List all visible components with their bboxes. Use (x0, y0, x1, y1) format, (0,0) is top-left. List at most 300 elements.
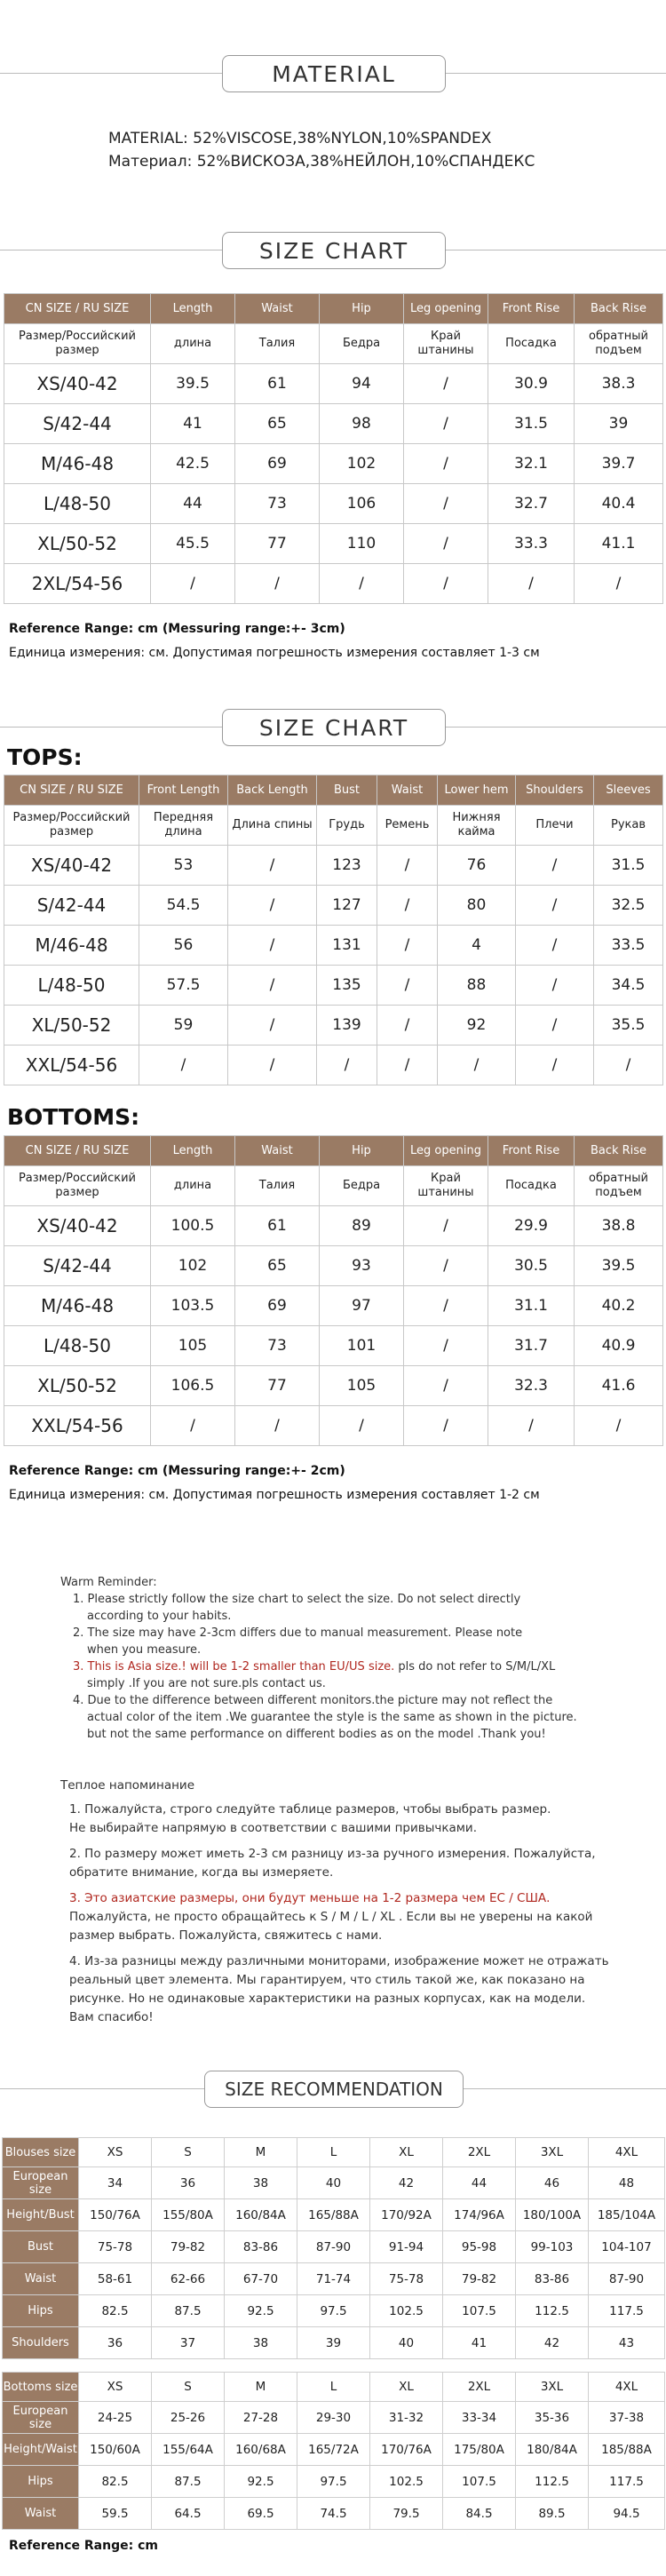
warm-item: according to your habits. (87, 1610, 232, 1623)
table-cell: 62-66 (152, 2263, 225, 2295)
reference-note-ru: Единица измерения: см. Допустимая погрешность измерения составляет 1-3 см (9, 646, 540, 660)
bottoms-recommendation-table (2, 2372, 665, 2530)
table-cell: 92 (438, 1006, 516, 1046)
table-cell: 44 (151, 484, 235, 524)
table-cell: 74.5 (297, 2498, 370, 2530)
table-cell: XL (370, 2373, 443, 2402)
table-cell: 39.5 (575, 1246, 663, 1286)
table-cell: Бедра (320, 1166, 404, 1206)
table-row (4, 846, 663, 886)
table-cell: 117.5 (589, 2466, 665, 2498)
table-cell: Длина спины (228, 806, 317, 846)
table-cell: 170/76A (370, 2434, 443, 2466)
table-header-row (4, 1136, 663, 1166)
table-cell: 25-26 (152, 2402, 225, 2434)
table-cell: 33-34 (443, 2402, 516, 2434)
table-row (4, 1406, 663, 1446)
table-cell: / (228, 846, 317, 886)
table-cell: CN SIZE / RU SIZE (4, 1136, 151, 1166)
table-cell: / (404, 1366, 488, 1406)
table-cell: / (516, 926, 594, 966)
table-cell: Посадка (488, 324, 575, 364)
table-cell: 180/100A (516, 2199, 589, 2231)
table-cell: 40.9 (575, 1326, 663, 1366)
table-cell: 34 (79, 2167, 152, 2199)
row-label: European size (3, 2167, 79, 2199)
table-cell: / (516, 846, 594, 886)
table-row (3, 2199, 665, 2231)
table-cell: 38 (225, 2167, 297, 2199)
table-cell: 155/64A (152, 2434, 225, 2466)
table-cell: / (575, 564, 663, 604)
table-cell: XS/40-42 (4, 1206, 151, 1246)
table-subheader-row (4, 324, 663, 364)
table-row (4, 966, 663, 1006)
table-cell: 98 (320, 404, 404, 444)
table-row (3, 2327, 665, 2359)
table-cell: 165/88A (297, 2199, 370, 2231)
size-chart-table (4, 293, 663, 604)
table-row (3, 2498, 665, 2530)
table-cell: 91-94 (370, 2231, 443, 2263)
table-cell: 31-32 (370, 2402, 443, 2434)
table-cell: 38 (225, 2327, 297, 2359)
table-cell: XL/50-52 (4, 1006, 139, 1046)
table-cell: 94.5 (589, 2498, 665, 2530)
table-cell: Front Length (139, 775, 228, 806)
warm-item: обратите внимание, когда вы измеряете. (69, 1865, 334, 1880)
table-cell: / (404, 1326, 488, 1366)
table-cell: M (225, 2373, 297, 2402)
table-cell: 160/84A (225, 2199, 297, 2231)
table-cell: / (228, 886, 317, 926)
table-cell: 79-82 (152, 2231, 225, 2263)
table-cell: 2XL (443, 2138, 516, 2167)
table-cell: Край штанины (404, 1166, 488, 1206)
table-cell: / (404, 1246, 488, 1286)
table-cell: 37 (152, 2327, 225, 2359)
table-cell: / (228, 1006, 317, 1046)
table-cell: 57.5 (139, 966, 228, 1006)
table-cell: Размер/Российский размер (4, 1166, 151, 1206)
table-cell: L (297, 2373, 370, 2402)
size-recommendation-title (0, 2065, 666, 2111)
table-header-row (4, 775, 663, 806)
table-cell: 95-98 (443, 2231, 516, 2263)
table-cell: 123 (317, 846, 377, 886)
table-cell: 43 (589, 2327, 665, 2359)
table-cell: Sleeves (594, 775, 663, 806)
table-cell: 39 (575, 404, 663, 444)
table-cell: 3XL (516, 2138, 589, 2167)
table-row (3, 2373, 665, 2402)
table-cell: 101 (320, 1326, 404, 1366)
table-cell: S/42-44 (4, 886, 139, 926)
warm-item: 3. Это азиатские размеры, они будут меньше на 1-2 размера чем ЕС / США. (69, 1891, 551, 1905)
warm-item: 4. Due to the difference between different monitors.the picture may not reflect the (73, 1694, 553, 1707)
table-row (4, 1006, 663, 1046)
row-label: Blouses size (3, 2138, 79, 2167)
table-cell: 102 (320, 444, 404, 484)
table-row (3, 2263, 665, 2295)
table-subheader-row (4, 1166, 663, 1206)
table-cell: 105 (151, 1326, 235, 1366)
table-row (4, 484, 663, 524)
table-row (3, 2434, 665, 2466)
table-cell: 82.5 (79, 2295, 152, 2327)
table-cell: 174/96A (443, 2199, 516, 2231)
table-cell: / (404, 1406, 488, 1446)
table-cell: Back Length (228, 775, 317, 806)
table-cell: / (404, 564, 488, 604)
table-cell: Ремень (377, 806, 438, 846)
warm-title-ru: Теплое напоминание (60, 1778, 195, 1793)
table-cell: / (488, 1406, 575, 1446)
table-cell: XL/50-52 (4, 1366, 151, 1406)
table-cell: 37-38 (589, 2402, 665, 2434)
size-chart-title (0, 227, 666, 273)
table-cell: 87.5 (152, 2295, 225, 2327)
table-cell: / (235, 564, 320, 604)
table-cell: 102.5 (370, 2466, 443, 2498)
table-cell: 39.7 (575, 444, 663, 484)
table-row (4, 1366, 663, 1406)
warm-item: 2. По размеру может иметь 2-3 см разницу из-за ручного измерения. Пожалуйста, (69, 1847, 596, 1861)
table-cell: 97.5 (297, 2466, 370, 2498)
table-row (4, 1326, 663, 1366)
table-cell: CN SIZE / RU SIZE (4, 294, 151, 324)
table-cell: 40.2 (575, 1286, 663, 1326)
table-cell: M (225, 2138, 297, 2167)
table-cell: 41 (443, 2327, 516, 2359)
table-cell: M/46-48 (4, 926, 139, 966)
table-cell: 32.5 (594, 886, 663, 926)
size-chart-title (0, 704, 666, 750)
table-cell: 27-28 (225, 2402, 297, 2434)
table-cell: 99-103 (516, 2231, 589, 2263)
table-cell: 175/80A (443, 2434, 516, 2466)
table-cell: 32.1 (488, 444, 575, 484)
warm-item: Вам спасибо! (69, 2010, 154, 2024)
warm-item: рисунке. Но не одинаковые характеристики на разных корпусах, как на модели. (69, 1992, 586, 2006)
table-cell: XS/40-42 (4, 846, 139, 886)
table-cell: 42 (370, 2167, 443, 2199)
table-cell: / (377, 1046, 438, 1085)
warm-title: Warm Reminder: (60, 1576, 157, 1589)
row-label: Bottoms size (3, 2373, 79, 2402)
table-cell: 33.3 (488, 524, 575, 564)
material-title (0, 50, 666, 96)
table-cell: 31.5 (488, 404, 575, 444)
table-cell: 40 (297, 2167, 370, 2199)
table-cell: 53 (139, 846, 228, 886)
table-cell: 54.5 (139, 886, 228, 926)
table-cell: XL (370, 2138, 443, 2167)
table-row (4, 404, 663, 444)
reference-note: Reference Range: cm (Messuring range:+- 3cm) (9, 622, 345, 636)
table-cell: 41.6 (575, 1366, 663, 1406)
divider (0, 73, 222, 74)
table-cell: 58-61 (79, 2263, 152, 2295)
table-cell: L (297, 2138, 370, 2167)
table-cell: 59 (139, 1006, 228, 1046)
table-cell: Back Rise (575, 294, 663, 324)
table-cell: 69 (235, 1286, 320, 1326)
table-cell: / (404, 524, 488, 564)
table-cell: 41.1 (575, 524, 663, 564)
table-cell: 32.3 (488, 1366, 575, 1406)
table-cell: S/42-44 (4, 404, 151, 444)
table-cell: обратный подъем (575, 1166, 663, 1206)
table-cell: Талия (235, 1166, 320, 1206)
warm-item: размер выбрать. Пожалуйста, свяжитесь с нами. (69, 1928, 383, 1943)
table-cell: 135 (317, 966, 377, 1006)
table-subheader-row (4, 806, 663, 846)
table-cell: 185/88A (589, 2434, 665, 2466)
size-recommendation-heading: SIZE RECOMMENDATION (204, 2071, 464, 2108)
table-cell: 180/84A (516, 2434, 589, 2466)
table-cell: 38.3 (575, 364, 663, 404)
table-cell: Shoulders (516, 775, 594, 806)
table-cell: 35-36 (516, 2402, 589, 2434)
table-cell: XXL/54-56 (4, 1046, 139, 1085)
table-cell: 79-82 (443, 2263, 516, 2295)
table-cell: Back Rise (575, 1136, 663, 1166)
table-cell: / (228, 926, 317, 966)
table-cell: 31.7 (488, 1326, 575, 1366)
table-row (4, 564, 663, 604)
table-cell: Leg opening (404, 294, 488, 324)
table-cell: Плечи (516, 806, 594, 846)
table-cell: Front Rise (488, 294, 575, 324)
table-cell: 127 (317, 886, 377, 926)
table-cell: M/46-48 (4, 1286, 151, 1326)
table-cell: Передняя длина (139, 806, 228, 846)
table-row (4, 1206, 663, 1246)
table-cell: 64.5 (152, 2498, 225, 2530)
row-label: Hips (3, 2295, 79, 2327)
table-cell: 92.5 (225, 2466, 297, 2498)
table-cell: 69.5 (225, 2498, 297, 2530)
table-cell: 87-90 (297, 2231, 370, 2263)
table-cell: 40.4 (575, 484, 663, 524)
table-cell: / (377, 846, 438, 886)
table-cell: L/48-50 (4, 484, 151, 524)
table-cell: Lower hem (438, 775, 516, 806)
table-cell: 117.5 (589, 2295, 665, 2327)
table-cell: 105 (320, 1366, 404, 1406)
table-cell: 42.5 (151, 444, 235, 484)
row-label: Height/Bust (3, 2199, 79, 2231)
table-cell: 39 (297, 2327, 370, 2359)
table-cell: S (152, 2373, 225, 2402)
table-cell: 2XL (443, 2373, 516, 2402)
divider (0, 2088, 204, 2089)
table-cell: 139 (317, 1006, 377, 1046)
warm-item: 1. Пожалуйста, строго следуйте таблице размеров, чтобы выбрать размер. (69, 1802, 551, 1817)
table-row (4, 444, 663, 484)
size-chart-heading: SIZE CHART (222, 232, 446, 269)
warm-item: реальный цвет элемента. Мы гарантируем, что стиль такой же, как показано на (69, 1973, 585, 1987)
table-cell: / (139, 1046, 228, 1085)
table-cell: / (404, 1206, 488, 1246)
table-cell: / (438, 1046, 516, 1085)
table-cell: 165/72A (297, 2434, 370, 2466)
table-cell: 102 (151, 1246, 235, 1286)
table-cell: / (404, 444, 488, 484)
table-cell: 100.5 (151, 1206, 235, 1246)
table-cell: 2XL/54-56 (4, 564, 151, 604)
table-cell: XXL/54-56 (4, 1406, 151, 1446)
table-cell: 150/60A (79, 2434, 152, 2466)
table-cell: Размер/Российский размер (4, 324, 151, 364)
table-cell: / (235, 1406, 320, 1446)
row-label: Shoulders (3, 2327, 79, 2359)
table-row (4, 1246, 663, 1286)
table-cell: / (377, 926, 438, 966)
row-label: Waist (3, 2498, 79, 2530)
size-chart-heading: SIZE CHART (222, 709, 446, 746)
row-label: Waist (3, 2263, 79, 2295)
table-cell: 48 (589, 2167, 665, 2199)
table-cell: 160/68A (225, 2434, 297, 2466)
table-cell: 40 (370, 2327, 443, 2359)
material-ru: Материал: 52%ВИСКОЗА,38%НЕЙЛОН,10%СПАНДЕКС (108, 153, 535, 171)
table-cell: Hip (320, 294, 404, 324)
table-cell: Hip (320, 1136, 404, 1166)
table-cell: Талия (235, 324, 320, 364)
table-cell: Грудь (317, 806, 377, 846)
table-cell: 41 (151, 404, 235, 444)
table-cell: S (152, 2138, 225, 2167)
table-cell: 92.5 (225, 2295, 297, 2327)
table-cell: / (317, 1046, 377, 1085)
table-row (4, 926, 663, 966)
table-cell: 106 (320, 484, 404, 524)
table-cell: 80 (438, 886, 516, 926)
table-cell: 84.5 (443, 2498, 516, 2530)
table-cell: длина (151, 324, 235, 364)
table-cell: 89.5 (516, 2498, 589, 2530)
table-cell: 56 (139, 926, 228, 966)
table-cell: 31.1 (488, 1286, 575, 1326)
table-cell: 88 (438, 966, 516, 1006)
warm-item: Пожалуйста, не просто обращайтесь к S / M / L / XL . Если вы не уверены на какой (69, 1910, 593, 1924)
table-cell: / (228, 966, 317, 1006)
table-cell: Рукав (594, 806, 663, 846)
table-cell: длина (151, 1166, 235, 1206)
table-cell: 29-30 (297, 2402, 370, 2434)
table-cell: / (404, 1286, 488, 1326)
table-cell: L/48-50 (4, 1326, 151, 1366)
warm-item: 2. The size may have 2-3cm differs due to manual measurement. Please note (73, 1626, 523, 1640)
table-row (3, 2295, 665, 2327)
table-cell: / (488, 564, 575, 604)
table-cell: 39.5 (151, 364, 235, 404)
table-cell: 82.5 (79, 2466, 152, 2498)
table-cell: 61 (235, 1206, 320, 1246)
table-cell: 102.5 (370, 2295, 443, 2327)
table-cell: 4 (438, 926, 516, 966)
table-cell: 29.9 (488, 1206, 575, 1246)
table-cell: 30.9 (488, 364, 575, 404)
table-cell: 24-25 (79, 2402, 152, 2434)
table-cell: 34.5 (594, 966, 663, 1006)
table-row (4, 524, 663, 564)
table-row (4, 1286, 663, 1326)
table-cell: 3XL (516, 2373, 589, 2402)
reference-note: Reference Range: cm (Messuring range:+- 2cm) (9, 1464, 345, 1478)
table-cell: / (404, 404, 488, 444)
blouses-recommendation-table (2, 2137, 665, 2359)
table-cell: / (377, 886, 438, 926)
table-cell: Бедра (320, 324, 404, 364)
table-cell: / (228, 1046, 317, 1085)
table-cell: Length (151, 294, 235, 324)
bottoms-size-table (4, 1135, 663, 1446)
table-cell: 112.5 (516, 2295, 589, 2327)
bottoms-label: BOTTOMS: (7, 1104, 140, 1130)
table-cell: 59.5 (79, 2498, 152, 2530)
table-cell: Край штанины (404, 324, 488, 364)
divider (462, 2088, 666, 2089)
warm-reminder-ru (53, 1777, 622, 2027)
table-row (4, 886, 663, 926)
table-cell: / (404, 484, 488, 524)
table-cell: 69 (235, 444, 320, 484)
table-cell: 31.5 (594, 846, 663, 886)
table-cell: 38.8 (575, 1206, 663, 1246)
table-cell: 170/92A (370, 2199, 443, 2231)
table-cell: Нижняя кайма (438, 806, 516, 846)
row-label: Height/Waist (3, 2434, 79, 2466)
table-cell: 79.5 (370, 2498, 443, 2530)
table-cell: Waist (377, 775, 438, 806)
table-cell: Waist (235, 294, 320, 324)
warm-item: 3. This is Asia size.! will be 1-2 smaller than EU/US size. pls do not refer to S/M/L/XL (73, 1660, 556, 1674)
table-cell: / (377, 1006, 438, 1046)
table-cell: 65 (235, 1246, 320, 1286)
table-cell: / (516, 886, 594, 926)
table-cell: Leg opening (404, 1136, 488, 1166)
warm-item: actual color of the item .We guarantee the style is the same as shown in the picture. (87, 1711, 577, 1724)
tops-label: TOPS: (7, 744, 83, 770)
table-cell: M/46-48 (4, 444, 151, 484)
table-cell: / (516, 966, 594, 1006)
table-row (4, 1046, 663, 1085)
table-cell: / (377, 966, 438, 1006)
table-cell: 93 (320, 1246, 404, 1286)
table-cell: / (516, 1006, 594, 1046)
table-cell: 76 (438, 846, 516, 886)
table-cell: 71-74 (297, 2263, 370, 2295)
table-cell: 33.5 (594, 926, 663, 966)
row-label: European size (3, 2402, 79, 2434)
table-cell: 45.5 (151, 524, 235, 564)
table-cell: Length (151, 1136, 235, 1166)
table-cell: Front Rise (488, 1136, 575, 1166)
table-cell: 75-78 (79, 2231, 152, 2263)
table-cell: L/48-50 (4, 966, 139, 1006)
table-cell: 75-78 (370, 2263, 443, 2295)
row-label: Hips (3, 2466, 79, 2498)
table-row (4, 364, 663, 404)
warm-item: 4. Из-за разницы между различными мониторами, изображение может не отражать (69, 1954, 609, 1968)
table-cell: / (516, 1046, 594, 1085)
table-cell: 87.5 (152, 2466, 225, 2498)
table-cell: 73 (235, 1326, 320, 1366)
table-row (3, 2138, 665, 2167)
